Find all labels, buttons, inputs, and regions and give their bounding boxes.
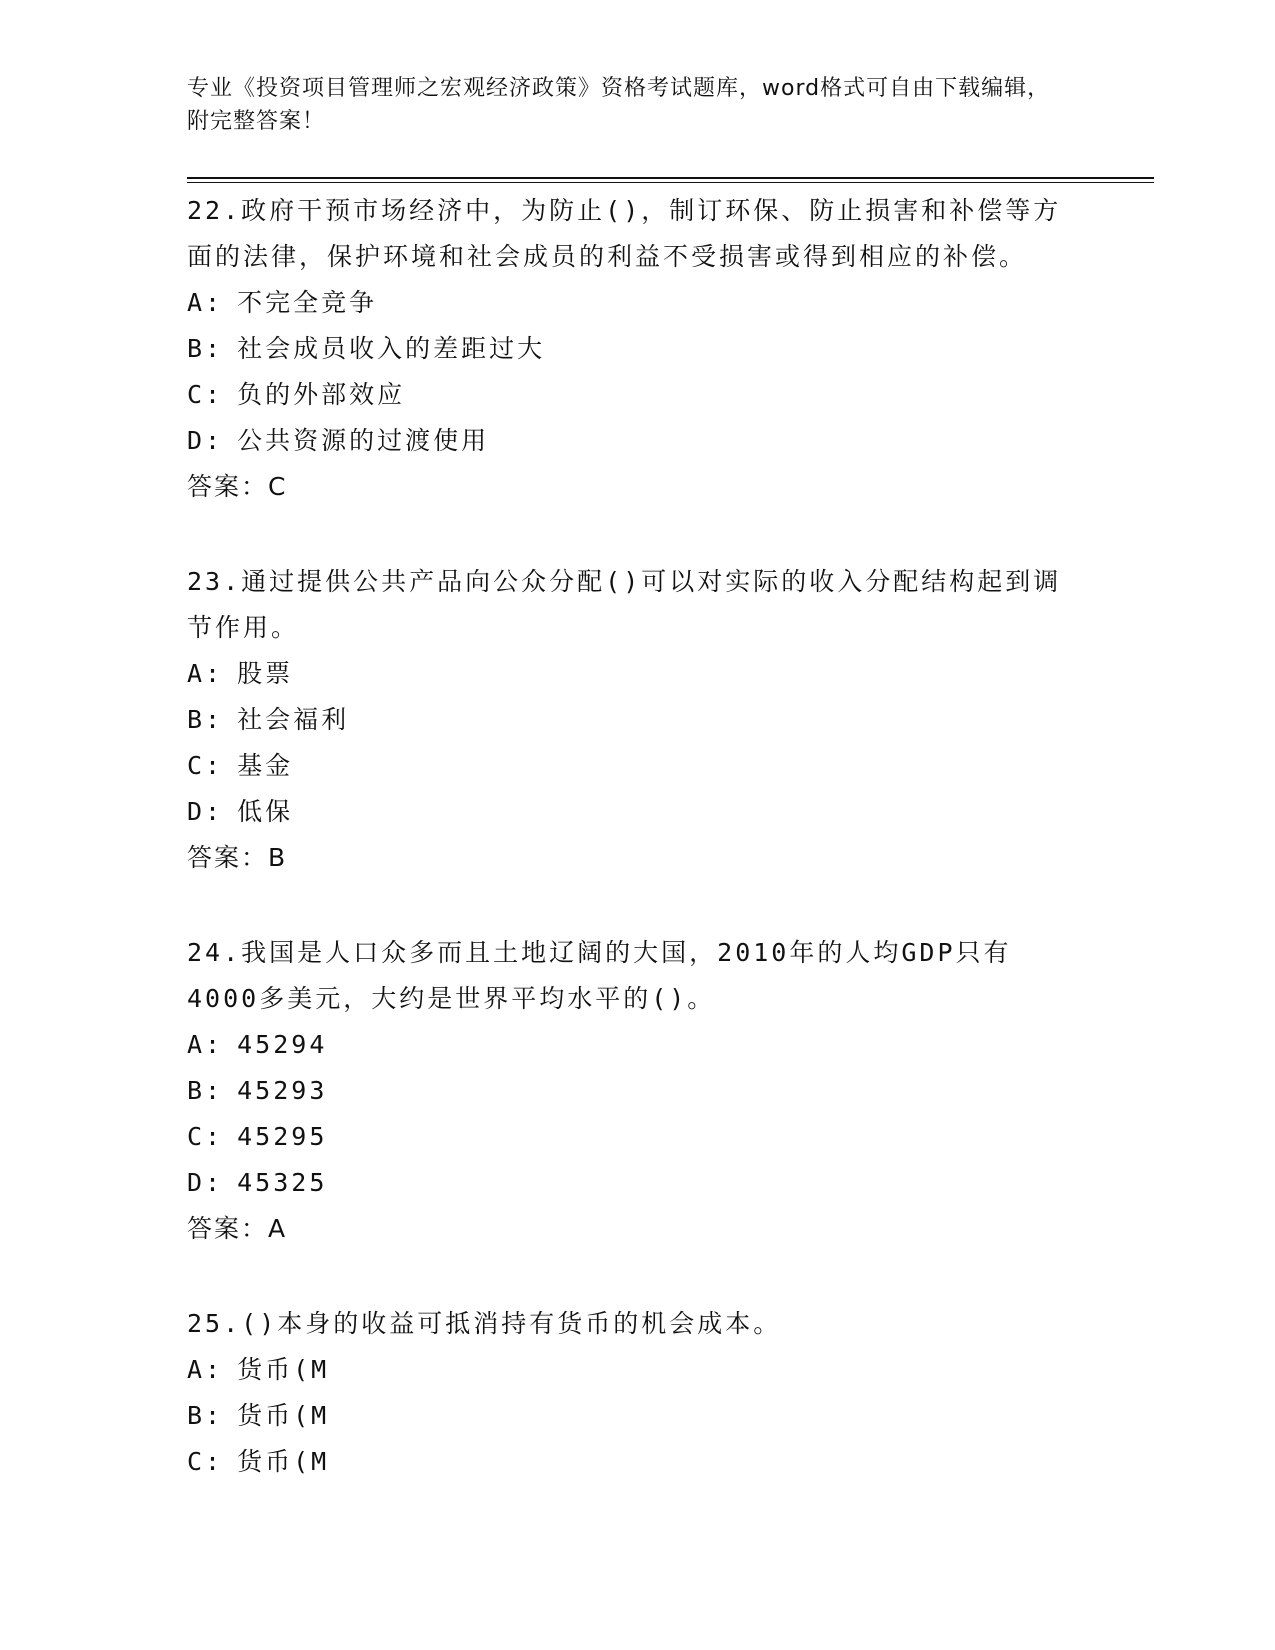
option-key: C: <box>187 1122 224 1151</box>
option-key: C: <box>187 380 224 409</box>
option-key: C: <box>187 1447 224 1476</box>
question-block <box>187 930 1087 1252</box>
answer-option <box>187 326 1087 372</box>
question-stem: 22.政府干预市场经济中，为防止()，制订环保、防止损害和补偿等方面的法律，保护环境和社会成员的利益不受损害或得到相应的补偿。 <box>187 196 1062 271</box>
option-key: A: <box>187 1355 224 1384</box>
option-key: B: <box>187 1076 224 1105</box>
answer-option <box>187 1068 1087 1114</box>
option-key: B: <box>187 334 224 363</box>
answer-option <box>187 1160 1087 1206</box>
question-stem: 25.()本身的收益可抵消持有货币的机会成本。 <box>187 1309 782 1338</box>
option-text: 45325 <box>237 1168 328 1197</box>
option-text: 社会福利 <box>237 705 350 734</box>
answer-option <box>187 280 1087 326</box>
option-text: 货币(M <box>237 1401 330 1430</box>
question-list <box>187 188 1087 1534</box>
answer-option <box>187 1347 1087 1393</box>
option-text: 45295 <box>237 1122 328 1151</box>
answer-option <box>187 1114 1087 1160</box>
option-key: A: <box>187 659 224 688</box>
option-text: 公共资源的过渡使用 <box>237 426 490 455</box>
option-key: D: <box>187 1168 224 1197</box>
option-text: 社会成员收入的差距过大 <box>237 334 546 363</box>
answer-line: 答案：B <box>187 843 288 872</box>
option-text: 不完全竞争 <box>237 288 378 317</box>
question-stem: 23.通过提供公共产品向公众分配()可以对实际的收入分配结构起到调节作用。 <box>187 567 1062 642</box>
option-key: A: <box>187 1030 224 1059</box>
option-text: 45294 <box>237 1030 328 1059</box>
answer-option <box>187 418 1087 464</box>
answer-option <box>187 651 1087 697</box>
answer-option <box>187 1393 1087 1439</box>
answer-option <box>187 789 1087 835</box>
option-key: B: <box>187 705 224 734</box>
option-key: D: <box>187 426 224 455</box>
option-text: 货币(M <box>237 1355 330 1384</box>
option-text: 货币(M <box>237 1447 330 1476</box>
answer-line: 答案：A <box>187 1214 288 1243</box>
question-block <box>187 1301 1087 1485</box>
option-text: 股票 <box>237 659 294 688</box>
option-text: 基金 <box>237 751 294 780</box>
question-block <box>187 559 1087 881</box>
answer-option <box>187 1022 1087 1068</box>
document-header: 专业《投资项目管理师之宏观经济政策》资格考试题库，word格式可自由下载编辑，附完整答案！ <box>187 76 1051 134</box>
answer-option <box>187 697 1087 743</box>
option-text: 低保 <box>237 797 294 826</box>
header-divider-thick <box>187 177 1154 179</box>
answer-option <box>187 372 1087 418</box>
option-key: D: <box>187 797 224 826</box>
answer-line: 答案：C <box>187 472 288 501</box>
option-text: 负的外部效应 <box>237 380 406 409</box>
option-key: B: <box>187 1401 224 1430</box>
option-key: A: <box>187 288 224 317</box>
option-key: C: <box>187 751 224 780</box>
header-divider-thin <box>187 182 1154 183</box>
question-block <box>187 188 1087 510</box>
option-text: 45293 <box>237 1076 328 1105</box>
answer-option <box>187 743 1087 789</box>
question-stem: 24.我国是人口众多而且土地辽阔的大国，2010年的人均GDP只有4000多美元，大约是世界平均水平的()。 <box>187 938 1012 1013</box>
answer-option <box>187 1439 1087 1485</box>
